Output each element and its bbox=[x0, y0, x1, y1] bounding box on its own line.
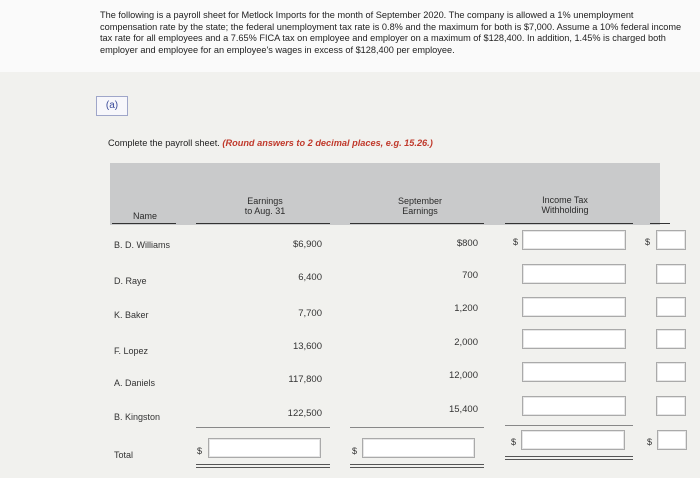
header-earnings bbox=[220, 196, 310, 216]
total-withholding-input[interactable] bbox=[521, 430, 625, 450]
earnings-total-double-underline bbox=[196, 467, 330, 468]
total-withholding-currency: $ bbox=[511, 437, 517, 447]
row-name: F. Lopez bbox=[114, 346, 149, 356]
header-name-underline bbox=[112, 223, 176, 224]
row-september: 2,000 bbox=[454, 337, 478, 348]
next-column-input-4[interactable] bbox=[656, 329, 686, 349]
total-next-input[interactable] bbox=[657, 430, 687, 450]
total-next-currency: $ bbox=[647, 437, 653, 447]
withholding-input-4[interactable] bbox=[522, 329, 626, 349]
tax-total-underline bbox=[505, 456, 633, 457]
instruction bbox=[108, 138, 433, 148]
header-september-line1: September bbox=[397, 196, 443, 206]
header-tax-line2: Withholding bbox=[541, 205, 589, 215]
row-september: 12,000 bbox=[448, 370, 478, 381]
row-september: 700 bbox=[462, 270, 478, 281]
earnings-sum-rule bbox=[196, 427, 330, 428]
withholding-input-1[interactable] bbox=[522, 230, 626, 250]
total-september-input[interactable] bbox=[362, 438, 475, 458]
next-column-input-1[interactable] bbox=[656, 230, 686, 250]
next-column-input-5[interactable] bbox=[656, 362, 686, 382]
september-total-double-underline bbox=[350, 467, 484, 468]
total-label: Total bbox=[114, 450, 134, 460]
withholding-input-5[interactable] bbox=[522, 362, 626, 382]
withholding-input-2[interactable] bbox=[522, 264, 626, 284]
problem-text: The following is a payroll sheet for Metlock Imports for the month of September 2020. The company is allowed a 1% unemployment compensation rate by the state; the federal unemployment tax rate is 0.8% and the maximum for both is $7,000. Assume a 10% federal income tax rate for all employees and a 7.65% FICA tax on employee and employer on a maximum of $128,400. In addition, 1.45% is charged both employer and employee for an employee's wages in excess of $128,400 per employee. bbox=[100, 10, 682, 55]
header-next-underline bbox=[650, 223, 670, 224]
row-name: K. Baker bbox=[114, 310, 149, 320]
header-tax-line1: Income Tax bbox=[542, 195, 588, 205]
withholding-input-3[interactable] bbox=[522, 297, 626, 317]
row-earnings: 117,800 bbox=[288, 374, 322, 385]
row-name: B. D. Williams bbox=[114, 240, 170, 250]
instruction-text: Complete the payroll sheet. bbox=[108, 138, 220, 148]
header-tax-underline bbox=[505, 223, 633, 224]
september-sum-rule bbox=[350, 427, 484, 428]
row-earnings: 13,600 bbox=[292, 341, 322, 352]
header-earnings-line1: Earnings bbox=[247, 196, 283, 206]
next-column-input-3[interactable] bbox=[656, 297, 686, 317]
problem-statement bbox=[0, 0, 700, 72]
header-earnings-underline bbox=[196, 223, 330, 224]
header-september-line2: Earnings bbox=[402, 206, 438, 216]
row-currency: $ bbox=[513, 237, 519, 247]
row-name: B. Kingston bbox=[114, 412, 161, 422]
row-earnings: 6,400 bbox=[298, 272, 322, 283]
row-earnings: $6,900 bbox=[292, 239, 322, 250]
earnings-total-underline bbox=[196, 464, 330, 465]
row-september: 1,200 bbox=[454, 303, 478, 314]
total-earnings-currency: $ bbox=[197, 446, 203, 456]
part-a-tab[interactable]: (a) bbox=[96, 96, 128, 116]
header-name: Name bbox=[132, 211, 157, 221]
header-tax bbox=[520, 195, 610, 215]
total-september-currency: $ bbox=[352, 446, 358, 456]
row-september: $800 bbox=[456, 238, 478, 249]
row-earnings: 7,700 bbox=[298, 308, 322, 319]
header-september bbox=[375, 196, 465, 216]
september-total-underline bbox=[350, 464, 484, 465]
row-name: D. Raye bbox=[114, 276, 147, 286]
tax-total-double-underline bbox=[505, 459, 633, 460]
row-name: A. Daniels bbox=[114, 378, 156, 388]
tax-sum-rule bbox=[505, 425, 633, 426]
row-september: 15,400 bbox=[448, 404, 478, 415]
header-earnings-line2: to Aug. 31 bbox=[244, 206, 286, 216]
header-september-underline bbox=[350, 223, 484, 224]
row-earnings: 122,500 bbox=[287, 408, 322, 419]
next-column-input-6[interactable] bbox=[656, 396, 686, 416]
next-column-input-2[interactable] bbox=[656, 264, 686, 284]
rounding-note: (Round answers to 2 decimal places, e.g. 15.26.) bbox=[222, 138, 433, 148]
row-currency-next: $ bbox=[645, 237, 651, 247]
total-earnings-input[interactable] bbox=[208, 438, 321, 458]
withholding-input-6[interactable] bbox=[522, 396, 626, 416]
